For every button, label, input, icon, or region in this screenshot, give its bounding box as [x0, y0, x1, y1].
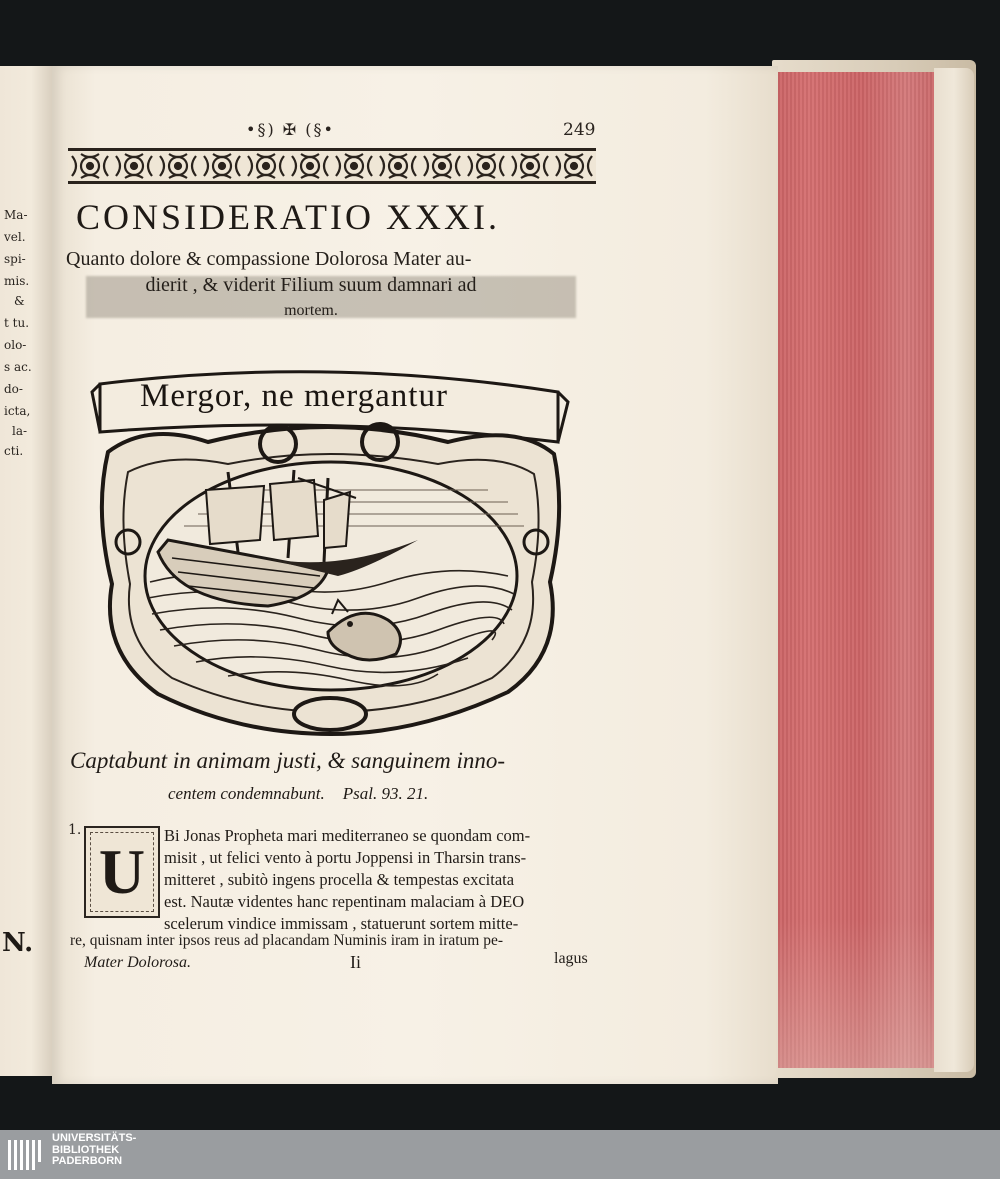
body-line: re, quisnam inter ipsos reus ad placandam Numinis iram in iratum pe-	[70, 932, 504, 949]
left-fragment: icta,	[4, 404, 31, 418]
signature-mark: Mater Dolorosa.	[84, 954, 191, 971]
subtitle-line-1: Quanto dolore & compassione Dolorosa Mater au-	[66, 248, 472, 270]
catchword: lagus	[554, 950, 588, 967]
body-line: scelerum vindice immissam , statuerunt sortem mitte-	[164, 914, 519, 933]
subtitle-line-2: dierit , & viderit Filium suum damnari ad	[145, 274, 477, 296]
body-line: mitteret , subitò ingens procella & tempestas excitata	[164, 870, 515, 889]
library-name-line-2: BIBLIOTHEK	[52, 1143, 120, 1156]
left-fragment: cti.	[4, 444, 24, 458]
left-fragment: do-	[4, 382, 23, 396]
left-fragment: &	[14, 294, 25, 308]
subtitle	[66, 246, 596, 324]
left-fragment: s ac.	[4, 360, 32, 374]
emblem-motto: Mergor, ne mergantur	[140, 378, 448, 414]
paragraph-number: 1.	[68, 822, 82, 838]
left-page-edge	[0, 66, 52, 1076]
consideration-title: CONSIDERATIO XXXI.	[76, 197, 500, 237]
scripture-caption-line-2	[168, 784, 428, 804]
library-banner	[0, 1130, 1000, 1179]
scripture-caption-line-1: Captabunt in animam justi, & sanguinem inno-	[70, 748, 506, 773]
left-fragment: mis.	[4, 274, 30, 288]
psalm-reference: Psal. 93. 21.	[342, 784, 429, 803]
page-number: 249	[563, 120, 596, 140]
library-name-line-1: UNIVERSITÄTS-	[52, 1132, 137, 1144]
library-name-line-3: PADERBORN	[52, 1155, 123, 1167]
left-fragment: spi-	[4, 252, 26, 266]
library-logo-icon	[8, 1140, 48, 1170]
red-edge-fade	[764, 72, 942, 1068]
body-line: misit , ut felici vento à portu Joppensi in Tharsin trans-	[164, 848, 527, 867]
library-name	[52, 1130, 136, 1168]
floral-ornament-band	[68, 148, 596, 184]
running-head: •§) ✠ (§•	[246, 120, 335, 139]
left-fragment: Ma-	[4, 208, 28, 222]
left-fragment: vel.	[4, 230, 26, 244]
left-large-letter: N.	[2, 928, 34, 958]
body-line: est. Nautæ videntes hanc repentinam malaciam à DEO	[164, 892, 525, 911]
book-cover-edge	[934, 68, 974, 1072]
subtitle-line-3: mortem.	[284, 302, 338, 319]
left-fragment: la-	[12, 424, 28, 438]
caption-text: centem condemnabunt.	[168, 784, 325, 803]
emblem-engraving	[88, 362, 574, 746]
body-line: Bi Jonas Propheta mari mediterraneo se quondam com-	[164, 826, 531, 845]
drop-cap-initial: U	[84, 826, 160, 918]
left-fragment: t tu.	[4, 316, 30, 330]
left-fragment: olo-	[4, 338, 27, 352]
gathering-signature: Ii	[350, 952, 361, 972]
